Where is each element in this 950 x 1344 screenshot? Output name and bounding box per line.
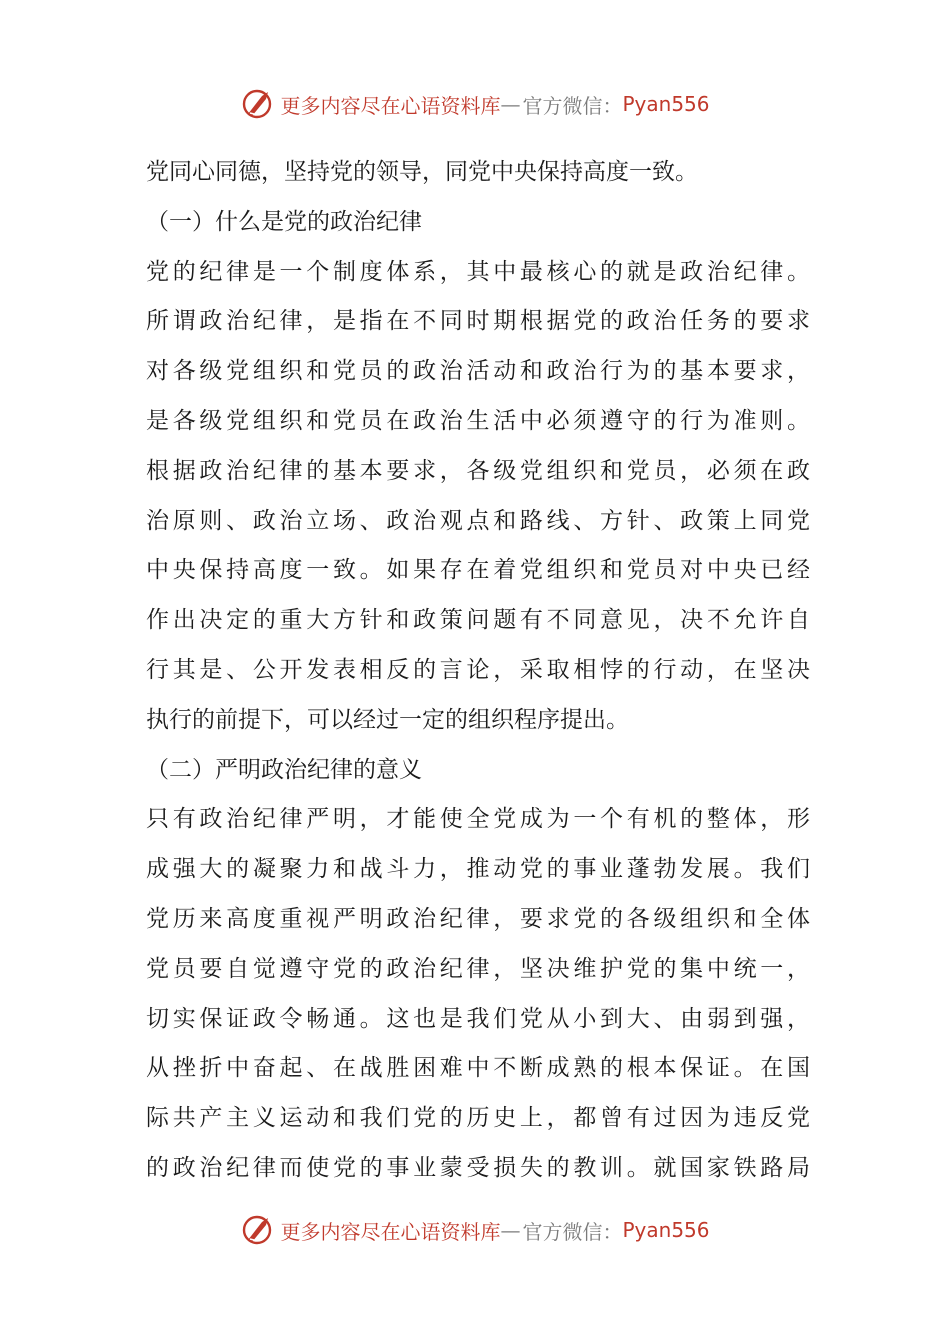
body-line: 党历来高度重视严明政治纪律，要求党的各级组织和全体	[146, 905, 810, 932]
banner-text: 更多内容尽在心语资料库	[280, 1219, 501, 1244]
body-line: 作出决定的重大方针和政策问题有不同意见，决不允许自	[146, 607, 810, 634]
body-line: 行其是、公开发表相反的言论，采取相悖的行动，在坚决	[146, 656, 810, 683]
body-line: 只有政治纪律严明，才能使全党成为一个有机的整体，形	[146, 806, 810, 833]
pen-nib-logo-icon	[240, 86, 276, 122]
footer-banner	[0, 1208, 950, 1252]
section-heading: （二）严明政治纪律的意义	[146, 756, 422, 783]
document-body	[146, 148, 810, 1194]
body-line: 根据政治纪律的基本要求，各级党组织和党员，必须在政	[146, 457, 810, 484]
body-line: 成强大的凝聚力和战斗力，推动党的事业蓬勃发展。我们	[146, 856, 810, 883]
body-line: 从挫折中奋起、在战胜困难中不断成熟的根本保证。在国	[146, 1055, 810, 1082]
pen-nib-logo-icon	[240, 1212, 276, 1248]
banner-wechat-id: Pyan556	[622, 92, 710, 116]
banner-text: 更多内容尽在心语资料库	[280, 93, 501, 118]
header-banner	[0, 82, 950, 126]
body-line: 所谓政治纪律，是指在不同时期根据党的政治任务的要求	[146, 308, 810, 335]
body-line: 切实保证政令畅通。这也是我们党从小到大、由弱到强，	[146, 1005, 810, 1032]
banner-wechat-label: 官方微信：	[522, 1219, 623, 1244]
banner-dash: —	[500, 1218, 521, 1242]
banner-wechat-label: 官方微信：	[522, 93, 623, 118]
body-line: 执行的前提下，可以经过一定的组织程序提出。	[146, 706, 629, 733]
section-heading: （一）什么是党的政治纪律	[146, 208, 422, 235]
body-line: 治原则、政治立场、政治观点和路线、方针、政策上同党	[146, 507, 810, 534]
body-line: 对各级党组织和党员的政治活动和政治行为的基本要求，	[146, 358, 810, 385]
body-line: 的政治纪律而使党的事业蒙受损失的教训。就国家铁路局	[146, 1154, 810, 1181]
body-line: 是各级党组织和党员在政治生活中必须遵守的行为准则。	[146, 407, 810, 434]
body-line: 中央保持高度一致。如果存在着党组织和党员对中央已经	[146, 557, 810, 584]
banner-dash: —	[500, 92, 521, 116]
body-line: 党同心同德，坚持党的领导，同党中央保持高度一致。	[146, 159, 698, 185]
body-line: 际共产主义运动和我们党的历史上，都曾有过因为违反党	[146, 1105, 810, 1132]
banner-wechat-id: Pyan556	[622, 1218, 710, 1242]
body-line: 党的纪律是一个制度体系，其中最核心的就是政治纪律。	[146, 258, 810, 285]
body-line: 党员要自觉遵守党的政治纪律，坚决维护党的集中统一，	[146, 955, 810, 982]
